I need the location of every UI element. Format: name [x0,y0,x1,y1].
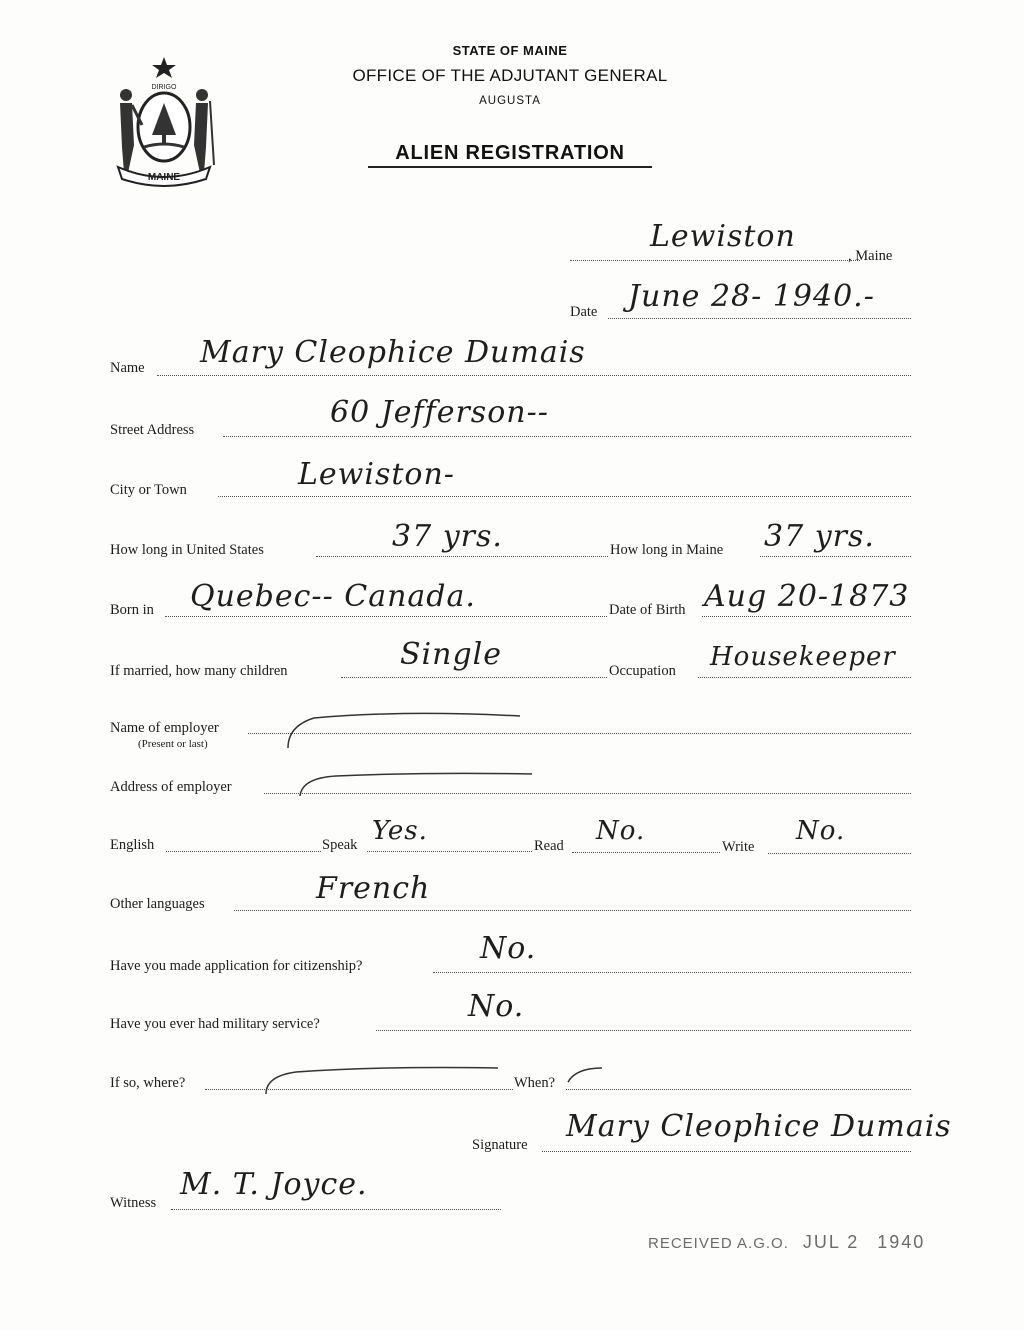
witness-line [171,1209,501,1210]
military-line [376,1030,911,1031]
other-languages-label: Other languages [110,896,205,912]
other-languages-line [234,910,911,911]
write-value: No. [796,816,846,846]
citizenship-line [433,972,911,973]
date-label: Date [570,304,598,320]
signature-value: Mary Cleophice Dumais [566,1109,952,1144]
maine-duration-label: How long in Maine [610,542,724,558]
military-value: No. [468,989,525,1024]
read-line [572,852,720,853]
dob-value: Aug 20-1873 [704,579,910,614]
born-label: Born in [110,602,154,618]
signature-line [542,1151,911,1152]
occupation-label: Occupation [609,663,676,679]
english-line [166,851,321,852]
received-month-day: JUL 2 [802,1232,860,1252]
occupation-line [698,677,911,678]
received-text: RECEIVED A.G.O. [648,1235,789,1252]
dob-label: Date of Birth [609,602,686,618]
read-value: No. [596,816,646,846]
street-label: Street Address [110,422,195,438]
received-stamp [648,1232,925,1253]
occupation-value: Housekeeper [710,642,896,672]
maine-duration-line [760,556,911,557]
witness-value: M. T. Joyce. [180,1167,368,1202]
signature-label: Signature [472,1137,528,1153]
svg-text:DIRIGO: DIRIGO [151,84,177,91]
city-label: City or Town [110,482,187,498]
street-line [223,436,911,437]
city-heading: AUGUSTA [479,95,541,107]
svg-text:MAINE: MAINE [147,172,181,183]
when-line [566,1089,911,1090]
dob-line [702,616,911,617]
received-year: 1940 [877,1232,926,1252]
title-underline [368,166,652,168]
write-line [768,853,911,854]
employer-sublabel: (Present or last) [138,738,208,750]
military-label: Have you ever had military service? [110,1016,320,1032]
children-line [341,677,607,678]
name-value: Mary Cleophice Dumais [200,335,586,370]
employer-address-dash-stroke [296,770,536,800]
us-duration-line [316,556,608,557]
born-line [165,616,607,617]
maine-suffix: , Maine [848,248,893,264]
when-label: When? [514,1075,556,1091]
speak-label: Speak [322,837,358,853]
where-label: If so, where? [110,1075,186,1091]
write-label: Write [722,839,755,855]
place-value: Lewiston [650,219,796,254]
citizenship-label: Have you made application for citizenship? [110,958,363,974]
state-heading: STATE OF MAINE [452,43,568,58]
children-label: If married, how many children [110,663,288,679]
maine-duration-value: 37 yrs. [764,519,875,554]
city-line [218,496,911,497]
date-value: June 28- 1940.- [628,279,875,314]
employer-dash-stroke [284,708,524,752]
us-duration-label: How long in United States [110,542,264,558]
witness-label: Witness [110,1195,157,1211]
form-title: ALIEN REGISTRATION [395,142,625,164]
employer-address-label: Address of employer [110,779,232,795]
city-value: Lewiston- [298,457,455,492]
office-heading: OFFICE OF THE ADJUTANT GENERAL [352,66,668,85]
street-value: 60 Jefferson-- [330,395,549,430]
employer-label: Name of employer [110,720,219,736]
children-value: Single [400,637,503,672]
name-line [157,375,911,376]
when-dash-stroke [566,1064,606,1086]
read-label: Read [534,838,564,854]
state-seal-icon [108,55,220,187]
date-line [608,318,911,319]
us-duration-value: 37 yrs. [392,519,503,554]
english-label: English [110,837,155,853]
where-dash-stroke [262,1062,502,1098]
citizenship-value: No. [480,931,537,966]
place-line [570,260,860,261]
born-value: Quebec-- Canada. [190,579,476,614]
name-label: Name [110,360,145,376]
speak-value: Yes. [372,816,428,846]
speak-line [367,851,532,852]
other-languages-value: French [316,871,431,906]
